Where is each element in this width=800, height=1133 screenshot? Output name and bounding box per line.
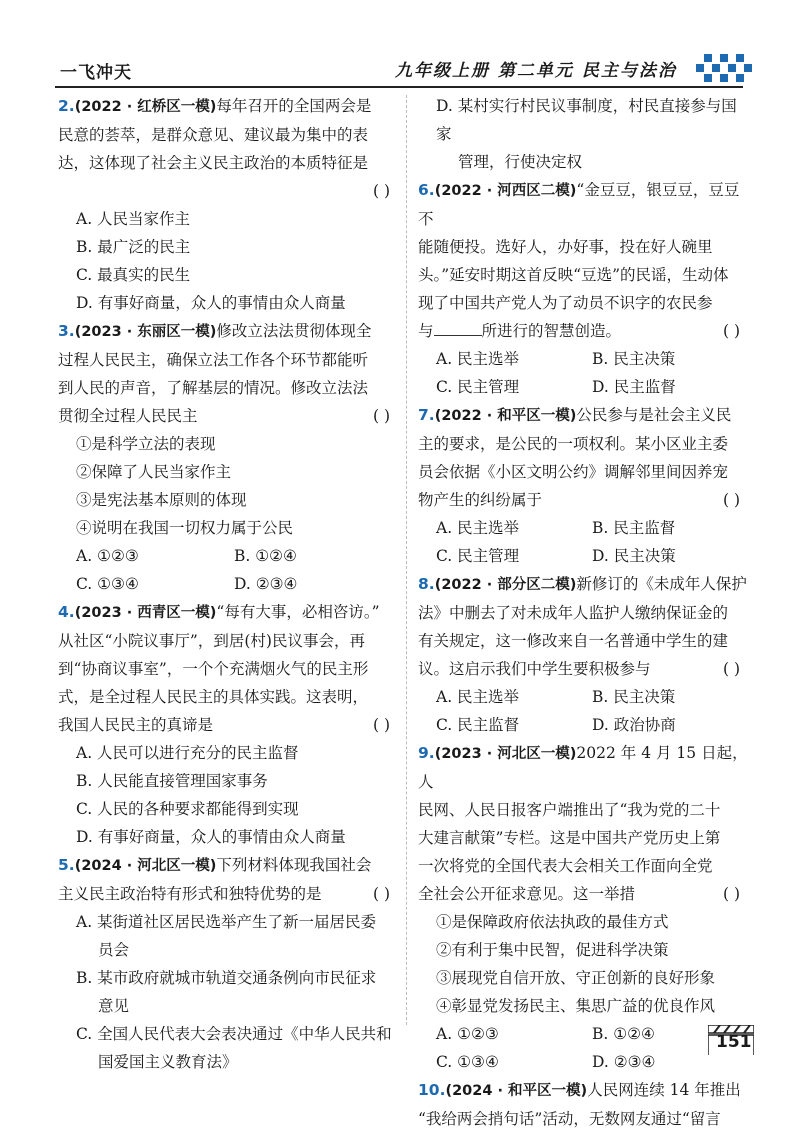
question-text: 法》中删去了对未成年人监护人缴纳保证金的 [418,604,729,622]
option-c[interactable]: C. ①③④ [436,1053,499,1071]
question-4 [58,598,398,851]
question-source: (2023 · 东丽区一模) [74,324,217,340]
option-c[interactable]: C. 最真实的民生 [76,266,191,284]
question-source: (2022 · 部分区二模) [434,577,577,593]
question-8 [418,570,748,739]
question-text: 物产生的纠纷属于 [418,491,543,509]
statement-item: ①是科学立法的表现 [76,435,216,453]
option-d[interactable]: D. 有事好商量，众人的事情由众人商量 [76,294,346,312]
question-text: 主义民主政治特有形式和独特优势的是 [58,885,322,903]
question-text: “我给两会捎句话”活动，无数网友通过“留言 [418,1110,721,1128]
option-a[interactable]: A. 人民当家作主 [76,210,191,228]
question-text: 公民参与是社会主义民 [576,406,732,424]
series-logo: 一飞冲天 [60,63,132,83]
left-column [58,92,398,1076]
question-text: 能随便投。选好人，办好事，投在好人碗里 [418,238,713,256]
question-number: 5. [58,856,75,874]
option-d[interactable]: D. 某村实行村民议事制度，村民直接参与国家 [436,97,737,143]
question-text: “每有大事，必相咨访。” [216,603,380,621]
option-c[interactable]: C. 民主管理 [436,378,520,396]
answer-blank[interactable]: ( ) [372,885,390,903]
question-number: 8. [418,575,435,593]
option-b-continued: 意见 [98,997,130,1015]
question-text: 式，是全过程人民民主的具体实践。这表明， [58,688,369,706]
question-5-continued [418,92,748,176]
question-text: 达，这体现了社会主义民主政治的本质特征是 [58,154,369,172]
question-number: 10. [418,1081,446,1099]
question-7 [418,401,748,570]
fill-in-blank[interactable] [434,319,482,336]
question-number: 4. [58,603,75,621]
question-number: 2. [58,97,75,115]
option-a[interactable]: A. 某街道社区居民选举产生了新一届居民委 [76,913,377,931]
question-text: 过程人民民主，确保立法工作各个环节都能听 [58,351,369,369]
question-text: 民意的荟萃，是群众意见、建议最为集中的表 [58,126,369,144]
question-source: (2022 · 红桥区一模) [74,99,217,115]
answer-blank[interactable]: ( ) [722,660,740,678]
question-text: 人民网连续 14 年推出 [587,1081,741,1099]
question-text: 到人民的声音，了解基层的情况。修改立法法 [58,379,369,397]
answer-blank[interactable]: ( ) [722,491,740,509]
statement-item: ①是保障政府依法执政的最佳方式 [436,913,669,931]
option-d[interactable]: D. 有事好商量，众人的事情由众人商量 [76,828,346,846]
option-d[interactable]: D. 民主监督 [592,378,676,396]
option-a[interactable]: A. 民主选举 [436,350,520,368]
option-b[interactable]: B. 民主决策 [592,688,676,706]
question-text: 新修订的《未成年人保护 [576,575,747,593]
question-text: 与 [418,322,434,340]
answer-blank[interactable]: ( ) [722,322,740,340]
statement-item: ④彰显党发扬民主、集思广益的优良作风 [436,997,716,1015]
question-text: 下列材料体现我国社会 [216,856,372,874]
option-d[interactable]: D. ②③④ [234,575,298,593]
option-b[interactable]: B. 民主决策 [592,350,676,368]
page-number: 151 [716,1032,752,1052]
question-6 [418,176,748,401]
statement-item: ②保障了人民当家作主 [76,463,232,481]
question-text: 到“协商议事室”，一个个充满烟火气的民主形 [58,660,369,678]
question-text: 从社区“小院议事厅”，到居(村)民议事会，再 [58,632,365,650]
question-9 [418,739,748,1076]
column-divider [406,95,407,1025]
question-text: “金豆豆，银豆豆，豆豆不 [418,181,740,228]
statement-item: ③是宪法基本原则的体现 [76,491,247,509]
statement-item: ③展现党自信开放、守正创新的良好形象 [436,969,716,987]
answer-blank[interactable]: ( ) [722,885,740,903]
option-a[interactable]: A. 民主选举 [436,688,520,706]
question-10 [418,1076,748,1133]
question-source: (2024 · 河北区一模) [74,858,217,874]
option-b[interactable]: B. ①②④ [592,1025,655,1043]
statement-item: ②有利于集中民智，促进科学决策 [436,941,669,959]
question-source: (2023 · 河北区一模) [434,746,577,762]
question-text: 全社会公开征求意见。这一举措 [418,885,636,903]
question-text: 民网、人民日报客户端推出了“我为党的二十 [418,801,721,819]
option-b[interactable]: B. 最广泛的民主 [76,238,191,256]
option-c[interactable]: C. 民主管理 [436,547,520,565]
header-rule [55,86,743,88]
question-text: 贯彻全过程人民民主 [58,407,198,425]
option-c[interactable]: C. 人民的各种要求都能得到实现 [76,800,299,818]
option-a[interactable]: A. ①②③ [436,1025,499,1043]
statement-item: ④说明在我国一切权力属于公民 [76,519,294,537]
question-text: 员会依据《小区文明公约》调解邻里间因养宠 [418,463,729,481]
option-b[interactable]: B. 民主监督 [592,519,676,537]
option-a-continued: 员会 [98,941,130,959]
question-source: (2024 · 和平区一模) [445,1083,588,1099]
option-d[interactable]: D. 民主决策 [592,547,676,565]
option-c[interactable]: C. 民主监督 [436,716,520,734]
question-text: 修改立法法贯彻体现全 [216,322,372,340]
option-d-continued: 管理，行使决定权 [458,153,583,171]
question-2 [58,92,398,317]
question-3 [58,317,398,598]
question-text: 大建言献策”专栏。这是中国共产党历史上第 [418,829,721,847]
option-d[interactable]: D. ②③④ [592,1053,656,1071]
question-text: 议。这启示我们中学生要积极参与 [418,660,651,678]
question-text: 所进行的智慧创造。 [481,322,622,340]
question-text: 一次将党的全国代表大会相关工作面向全党 [418,857,713,875]
question-number: 7. [418,406,435,424]
option-d[interactable]: D. 政治协商 [592,716,676,734]
question-number: 9. [418,744,435,762]
option-c[interactable]: C. ①③④ [76,575,139,593]
question-source: (2022 · 河西区二模) [434,183,577,199]
question-source: (2023 · 西青区一模) [74,605,217,621]
option-c-continued: 国爱国主义教育法》 [98,1053,238,1071]
right-column [418,92,748,1133]
question-text: 每年召开的全国两会是 [216,97,372,115]
option-b[interactable]: B. ①②④ [234,547,297,565]
question-number: 6. [418,181,435,199]
option-b[interactable]: B. 人民能直接管理国家事务 [76,772,268,790]
option-c[interactable]: C. 全国人民代表大会表决通过《中华人民共和 [76,1025,392,1043]
answer-blank[interactable]: ( ) [372,716,390,734]
question-source: (2022 · 和平区一模) [434,408,577,424]
question-text: 主的要求，是公民的一项权利。某小区业主委 [418,435,729,453]
option-a[interactable]: A. 人民可以进行充分的民主监督 [76,744,299,762]
answer-blank[interactable]: ( ) [372,182,390,200]
question-text: 我国人民民主的真谛是 [58,716,214,734]
question-text: 头。”延安时期这首反映“豆选”的民谣，生动体 [418,266,729,284]
question-text: 有关规定，这一修改来自一名普通中学生的建 [418,632,729,650]
question-text: 现了中国共产党人为了动员不识字的农民参 [418,294,713,312]
question-5 [58,851,398,1076]
option-b[interactable]: B. 某市政府就城市轨道交通条例向市民征求 [76,969,377,987]
header-checker-decoration [690,52,752,84]
header-title: 九年级上册 第二单元 民主与法治 [395,61,677,81]
question-number: 3. [58,322,75,340]
option-a[interactable]: A. 民主选举 [436,519,520,537]
answer-blank[interactable]: ( ) [372,407,390,425]
option-a[interactable]: A. ①②③ [76,547,139,565]
page-header [0,0,800,90]
question-text: 2022 年 4 月 15 日起，人 [418,744,748,791]
